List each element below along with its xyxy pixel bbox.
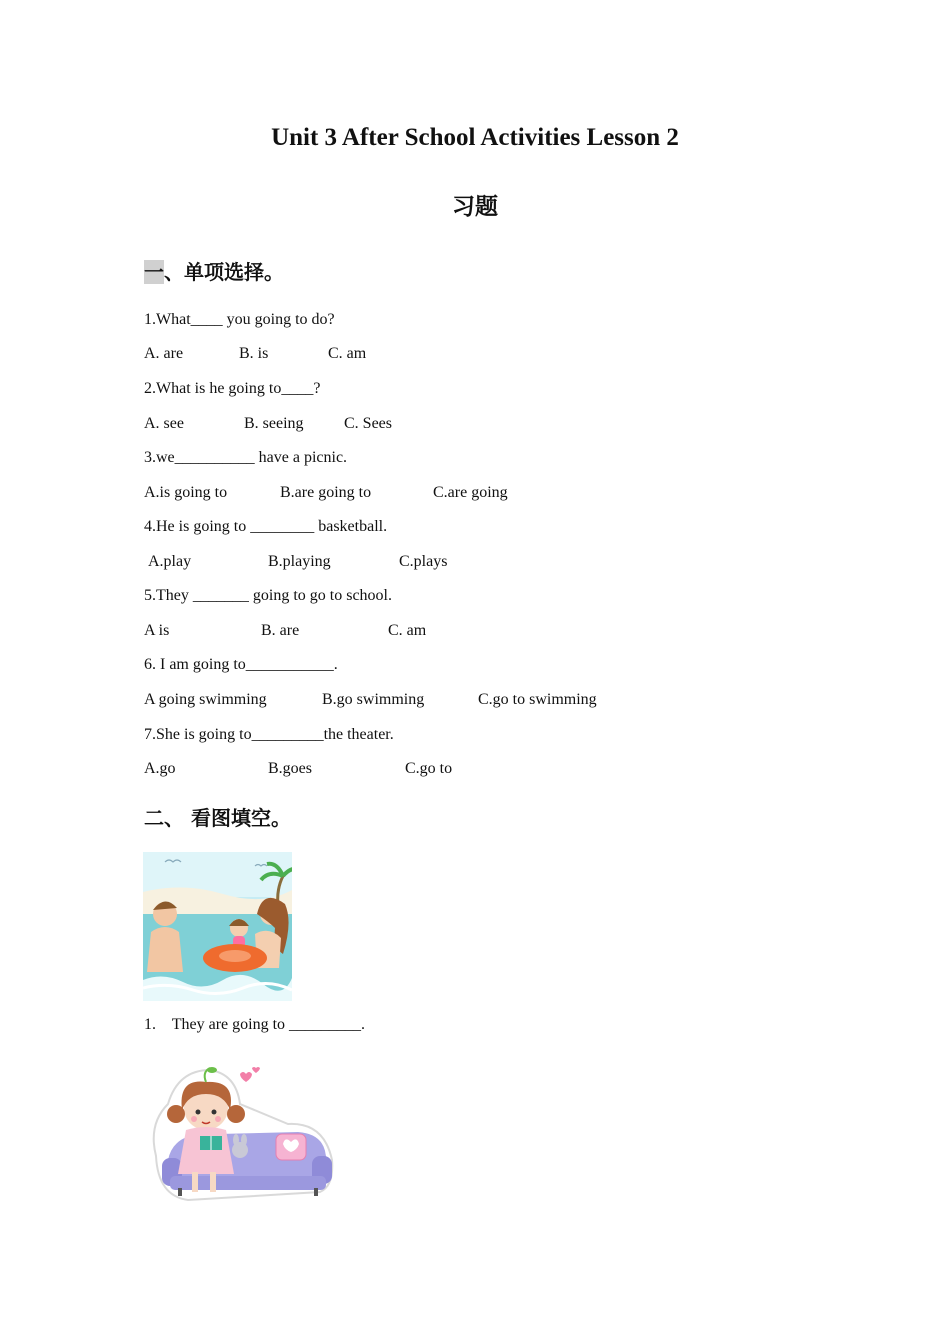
question-stem: 2.What is he going to____?: [144, 380, 321, 397]
option-c: C.plays: [399, 553, 448, 570]
section-heading-picture: 二、 看图填空。: [144, 806, 291, 830]
page-title: Unit 3 After School Activities Lesson 2: [271, 124, 679, 151]
option-b: B. are: [261, 622, 300, 639]
section-number: 一: [144, 260, 164, 284]
question-options: [144, 484, 744, 504]
option-c: C. am: [388, 622, 427, 639]
question-options: [144, 553, 744, 573]
question-stem: 1.What____ you going to do?: [144, 311, 335, 328]
picture-question-stem: 1. They are going to _________.: [144, 1016, 366, 1033]
option-a: A is: [144, 622, 170, 639]
question-options: [144, 345, 744, 365]
question-options: [144, 415, 744, 435]
question-options: [144, 691, 744, 711]
section-heading-choice: [144, 256, 284, 285]
question-stem: 4.He is going to ________ basketball.: [144, 518, 388, 535]
question-stem: 6. I am going to___________.: [144, 656, 338, 673]
section-title: 、单项选择。: [164, 260, 284, 284]
option-c: C. am: [328, 345, 367, 362]
option-c: C. Sees: [344, 415, 392, 432]
option-b: B. is: [239, 345, 269, 362]
option-a: A going swimming: [144, 691, 267, 708]
girl-reading-on-sofa-picture: [148, 1064, 336, 1206]
option-c: C.are going: [433, 484, 508, 501]
page-subtitle: 习题: [452, 194, 498, 220]
option-b: B. seeing: [244, 415, 304, 432]
question-options: [144, 622, 744, 642]
option-a: A. are: [144, 345, 184, 362]
option-b: B.goes: [268, 760, 312, 777]
option-b: B.are going to: [280, 484, 372, 501]
question-stem: 5.They _______ going to go to school.: [144, 587, 392, 604]
option-c: C.go to swimming: [478, 691, 597, 708]
option-a: A.go: [144, 760, 176, 777]
option-a: A.is going to: [144, 484, 228, 501]
option-c: C.go to: [405, 760, 453, 777]
question-stem: 3.we__________ have a picnic.: [144, 449, 348, 466]
question-options: [144, 760, 744, 780]
question-stem: 7.She is going to_________the theater.: [144, 726, 394, 743]
option-a: A.play: [148, 553, 192, 570]
option-b: B.playing: [268, 553, 331, 570]
swimming-family-picture: [143, 852, 292, 1001]
option-b: B.go swimming: [322, 691, 425, 708]
option-a: A. see: [144, 415, 184, 432]
